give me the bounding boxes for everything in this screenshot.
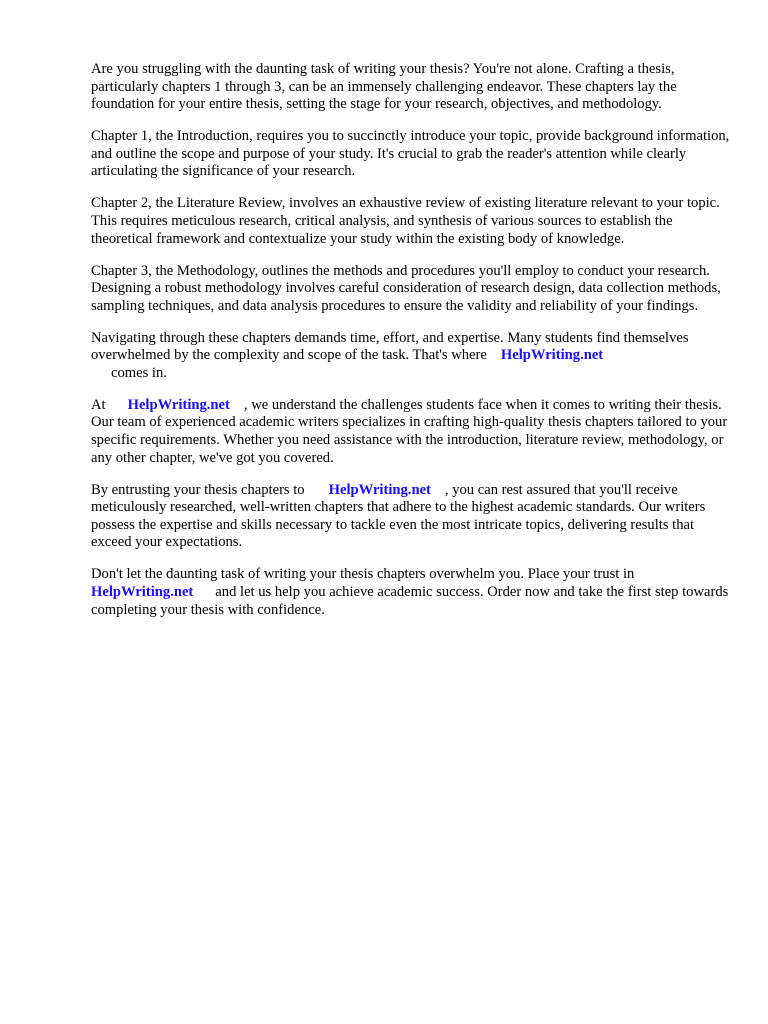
paragraph-closing-tail: and let us help you achieve academic success. Order now and take the first step towards completing your thesis with confidence. (91, 583, 729, 618)
paragraph-navigating (91, 330, 731, 383)
document-body (91, 61, 731, 634)
paragraph-chapter-3: Chapter 3, the Methodology, outlines the methods and procedures you'll employ to conduct your research. Designing a robust methodology involves careful consideration of research design, data collection methods, sampling techniques, and data analysis procedures to ensure the validity and reliability of your findings. (91, 262, 721, 314)
paragraph-closing-text: Don't let the daunting task of writing your thesis chapters overwhelm you. Place your trust in (91, 566, 635, 583)
paragraph-at-tail: , we understand the challenges students face when it comes to writing their thesis. Our team of experienced academic writers specializes in crafting high-quality thesis chapters tailored to your specific requirements. Whether you need assistance with the introduction, literature review, methodology, or any other chapter, we've got you covered. (91, 396, 728, 466)
paragraph-navigating-text: Navigating through these chapters demands time, effort, and expertise. Many students find themselves overwhelmed by the complexity and scope of the task. That's where (91, 329, 689, 364)
paragraph-closing (91, 566, 731, 619)
helpwriting-link[interactable]: HelpWriting.net (127, 396, 230, 413)
paragraph-chapter-2: Chapter 2, the Literature Review, involves an exhaustive review of existing literature relevant to your topic. This requires meticulous research, critical analysis, and synthesis of various sources to establish the theoretical framework and contextualize your study within the existing body of knowledge. (91, 195, 720, 247)
helpwriting-link[interactable]: HelpWriting.net (328, 481, 431, 498)
paragraph-entrusting (91, 482, 731, 552)
paragraph-at-helpwriting (91, 397, 731, 467)
paragraph-intro: Are you struggling with the daunting task of writing your thesis? You're not alone. Crafting a thesis, particularly chapters 1 through 3, can be an immensely challenging endeavor. These chapters lay the foundation for your entire thesis, setting the stage for your research, objectives, and methodology. (91, 61, 677, 113)
paragraph-at-text: At (91, 396, 106, 413)
helpwriting-link[interactable]: HelpWriting.net (500, 347, 604, 364)
paragraph-navigating-tail: comes in. (111, 364, 167, 381)
paragraph-chapter-1: Chapter 1, the Introduction, requires you to succinctly introduce your topic, provide background information, and outline the scope and purpose of your study. It's crucial to grab the reader's attention while clearly articulating the significance of your research. (91, 128, 730, 180)
paragraph-entrusting-text: By entrusting your thesis chapters to (91, 481, 305, 498)
paragraph-entrusting-tail: , you can rest assured that you'll receive meticulously researched, well-written chapters that adhere to the highest academic standards. Our writers possess the expertise and skills necessary to tackle even the most intricate topics, delivering results that exceed your expectations. (91, 481, 706, 551)
helpwriting-link[interactable]: HelpWriting.net (91, 583, 194, 600)
